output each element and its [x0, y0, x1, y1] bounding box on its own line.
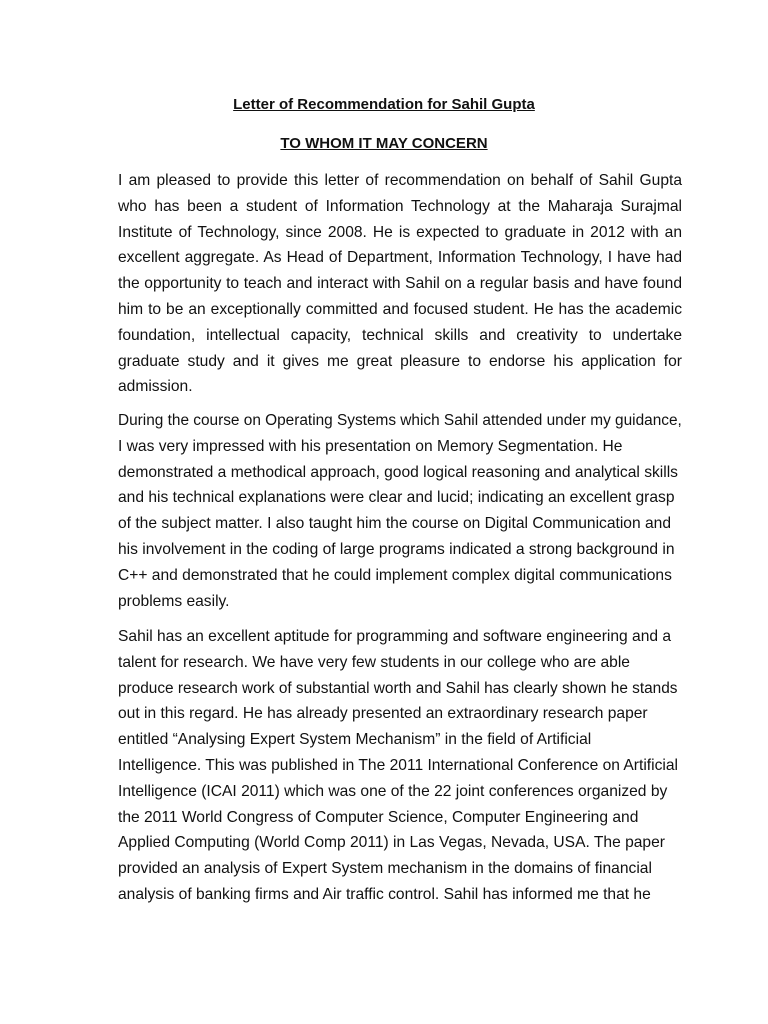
- paragraph-operating-systems: [118, 408, 682, 614]
- text-line: I was very impressed with his presentation on Memory Segmentation. He: [118, 437, 623, 455]
- text-line: I am pleased to provide this letter of recommendation on behalf of Sahil Gupta: [118, 172, 682, 189]
- text-line: C++ and demonstrated that he could implement complex digital communications: [118, 566, 672, 584]
- text-line: problems easily.: [118, 592, 230, 610]
- paragraph-research: [118, 624, 682, 908]
- text-line: the opportunity to teach and interact with Sahil on a regular basis and have found: [118, 275, 682, 293]
- text-line: provided an analysis of Expert System mechanism in the domains of financial: [118, 860, 652, 878]
- text-line: Applied Computing (World Comp 2011) in Las Vegas, Nevada, USA. The paper: [118, 834, 665, 852]
- text-line: Intelligence. This was published in The 2011 International Conference on Artificial: [118, 756, 678, 774]
- letter-salutation: TO WHOM IT MAY CONCERN: [280, 135, 488, 152]
- text-line: During the course on Operating Systems which Sahil attended under my guidance,: [118, 412, 682, 429]
- text-line: excellent aggregate. As Head of Department, Information Technology, I have had: [118, 249, 682, 267]
- text-line: analysis of banking firms and Air traffic control. Sahil has informed me that he: [118, 885, 651, 903]
- text-line: foundation, intellectual capacity, technical skills and creativity to undertake: [118, 326, 682, 344]
- text-line: of the subject matter. I also taught him the course on Digital Communication and: [118, 515, 672, 533]
- text-line: out in this regard. He has already presented an extraordinary research paper: [118, 705, 648, 723]
- text-line: his involvement in the coding of large programs indicated a strong background in: [118, 540, 675, 558]
- text-line: him to be an exceptionally committed and focused student. He has the academic: [118, 300, 682, 318]
- text-line: Sahil has an excellent aptitude for programming and software engineering and a: [118, 628, 672, 645]
- text-line: admission.: [118, 378, 193, 396]
- text-line: produce research work of substantial worth and Sahil has clearly shown he stands: [118, 679, 678, 697]
- text-line: talent for research. We have very few students in our college who are able: [118, 653, 630, 671]
- text-line: graduate study and it gives me great pleasure to endorse his application for: [118, 352, 682, 370]
- text-line: and his technical explanations were clear and lucid; indicating an excellent grasp: [118, 489, 675, 507]
- text-line: the 2011 World Congress of Computer Science, Computer Engineering and: [118, 808, 639, 826]
- text-line: who has been a student of Information Technology at the Maharaja Surajmal: [118, 197, 682, 215]
- text-line: demonstrated a methodical approach, good logical reasoning and analytical skills: [118, 463, 678, 481]
- letter-title: Letter of Recommendation for Sahil Gupta: [233, 96, 535, 113]
- text-line: entitled “Analysing Expert System Mechanism” in the field of Artificial: [118, 731, 592, 749]
- paragraph-introduction: [118, 168, 682, 400]
- text-line: Intelligence (ICAI 2011) which was one of the 22 joint conferences organized by: [118, 782, 668, 800]
- text-line: Institute of Technology, since 2008. He is expected to graduate in 2012 with an: [118, 223, 682, 241]
